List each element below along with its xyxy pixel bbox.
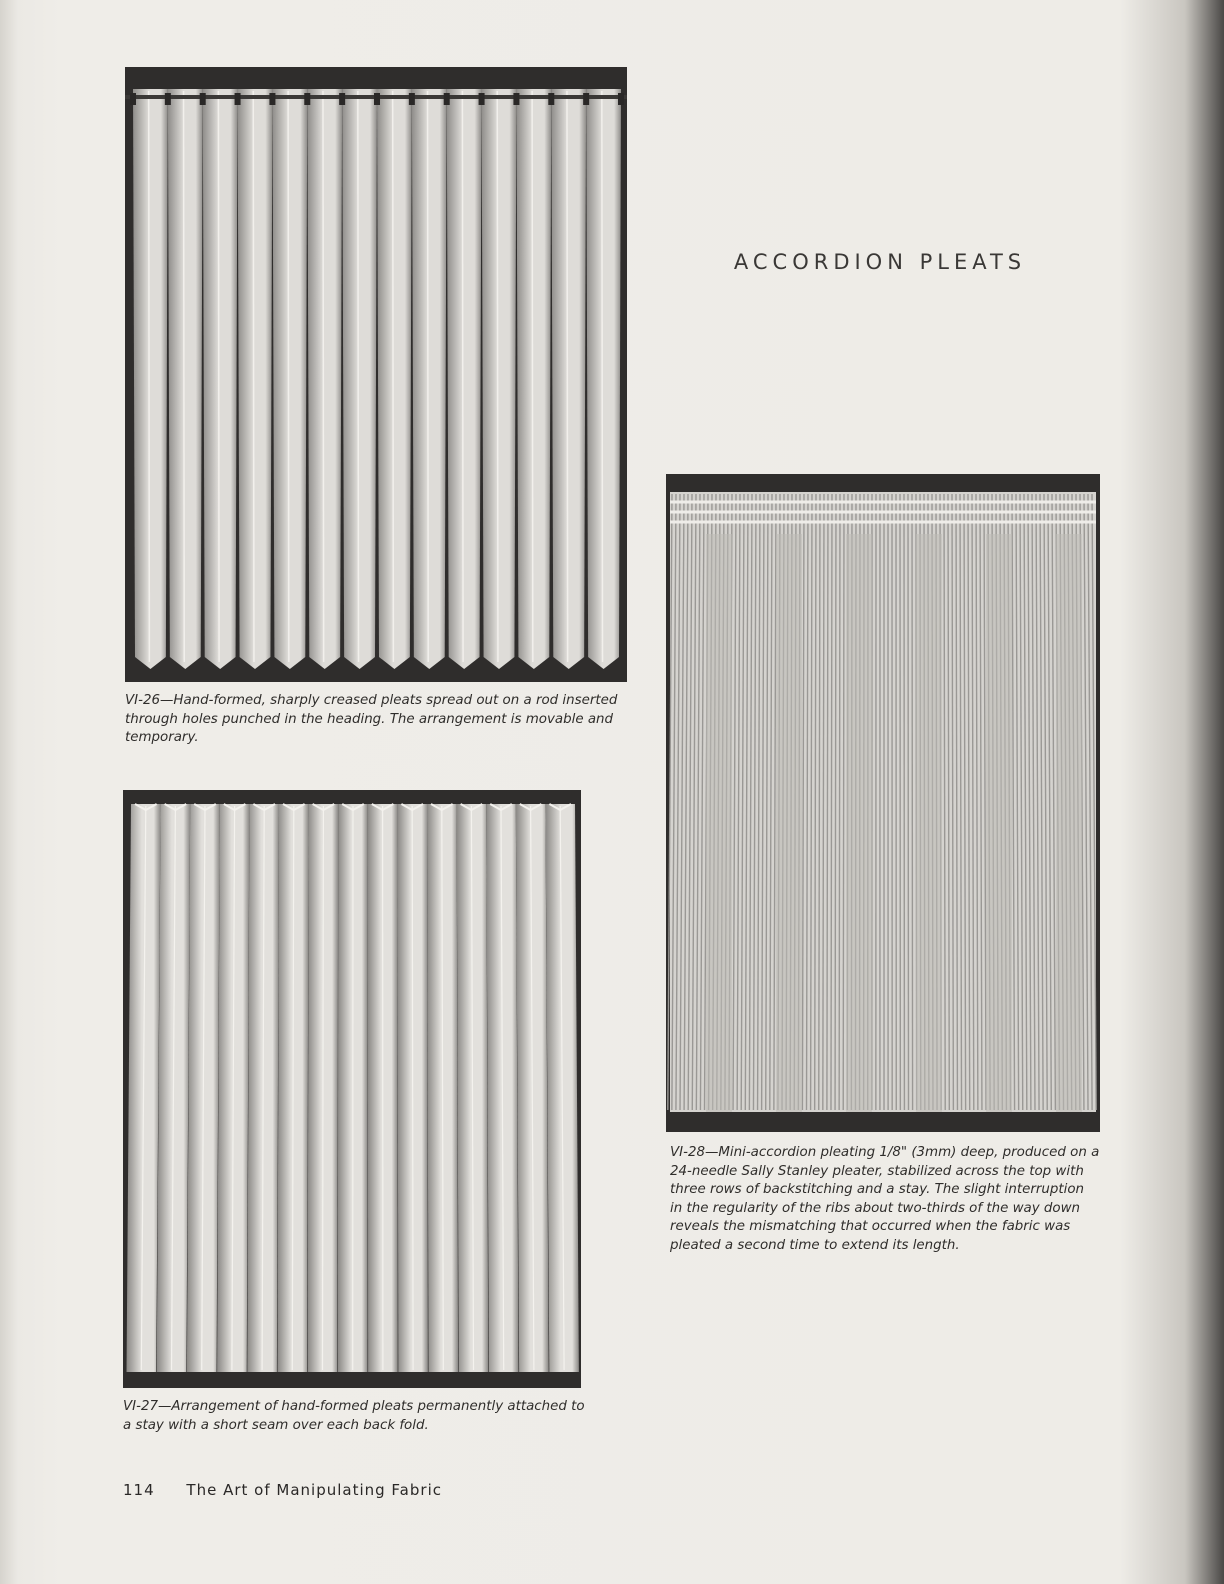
pleat <box>482 89 517 669</box>
pleat <box>238 89 273 669</box>
pleat <box>168 89 203 669</box>
pleat <box>203 89 238 669</box>
pleat-photo-vi-27 <box>123 790 581 1388</box>
caption-vi-26: VI-26—Hand-formed, sharply creased pleats spread out on a rod inserted through holes punched in the heading. The arrangement is movable and temporary. <box>125 693 618 745</box>
pleat <box>377 89 412 669</box>
page-footer <box>123 1481 442 1499</box>
book-title: The Art of Manipulating Fabric <box>186 1481 442 1499</box>
photo-pleats-attached-to-stay <box>123 790 581 1388</box>
pleat <box>586 89 621 669</box>
page-number: 114 <box>123 1481 155 1499</box>
pleat-photo-vi-28 <box>666 474 1100 1132</box>
photo-mini-accordion-pleating <box>666 474 1100 1132</box>
photo-hand-formed-pleats-on-rod <box>125 67 627 682</box>
pleat-photo-vi-26 <box>125 67 627 682</box>
section-heading: ACCORDION PLEATS <box>733 250 1027 274</box>
pleat <box>272 89 307 669</box>
pleat <box>447 89 482 669</box>
pleat <box>516 89 551 669</box>
pleat <box>133 89 168 669</box>
caption-vi-28: VI-28—Mini-accordion pleating 1/8" (3mm) deep, produced on a 24-needle Sally Stanley pleater, stabilized across the top with three rows of backstitching and a stay. The slight interruption in the regularity of the ribs about two-thirds of the way down reveals the mismatching that occurred when the fabric was pleated a second time to extend its length. <box>670 1145 1100 1253</box>
pleat <box>342 89 377 669</box>
caption-vi-27: VI-27—Arrangement of hand-formed pleats permanently attached to a stay with a short seam over each back fold. <box>123 1399 585 1433</box>
pleat <box>551 89 586 669</box>
pleat <box>412 89 447 669</box>
pleat <box>307 89 342 669</box>
